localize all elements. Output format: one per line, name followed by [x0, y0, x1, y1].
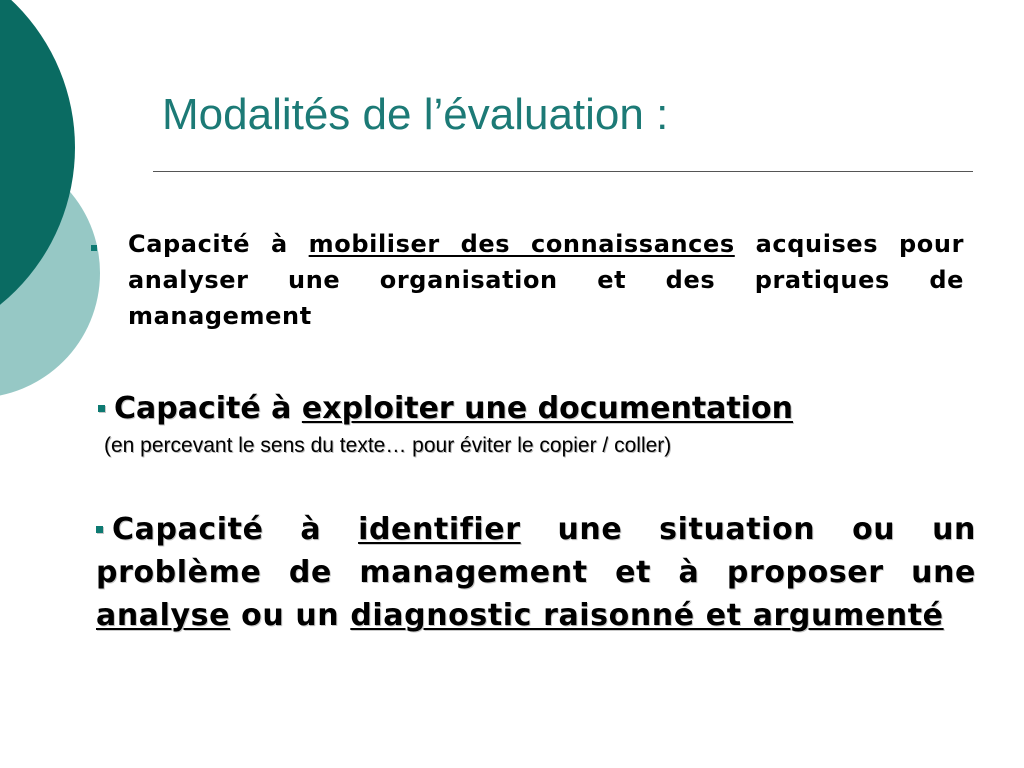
bullet-note: (en percevant le sens du texte… pour éviter le copier / coller) [104, 434, 672, 457]
bullet-text: ou un [230, 598, 351, 633]
bullet-text: acquises pour analyser une organisation et des pratiques de management [128, 230, 964, 330]
bullet-marker-icon [96, 526, 103, 533]
bullet-emphasis: mobiliser des connaissances [308, 230, 735, 258]
bullet-identifier [96, 508, 976, 637]
bullet-emphasis: analyse [96, 598, 231, 633]
bullet-emphasis: diagnostic raisonné et argumenté [350, 598, 944, 633]
bullet-exploiter [98, 389, 793, 429]
bullet-text: Capacité à [114, 391, 302, 426]
bullet-text: Capacité à [112, 512, 359, 547]
title-divider [153, 171, 973, 172]
bullet-text: une situation ou un problème de management et à proposer une [96, 512, 976, 590]
bullet-emphasis: exploiter une documentation [301, 391, 794, 426]
bullet-mobiliser [128, 226, 964, 334]
bullet-marker-icon [98, 405, 105, 412]
bullet-marker-icon [91, 245, 97, 251]
bullet-emphasis: identifier [358, 512, 521, 547]
bullet-text: Capacité à [128, 230, 309, 258]
slide-title: Modalités de l’évaluation : [162, 90, 669, 139]
